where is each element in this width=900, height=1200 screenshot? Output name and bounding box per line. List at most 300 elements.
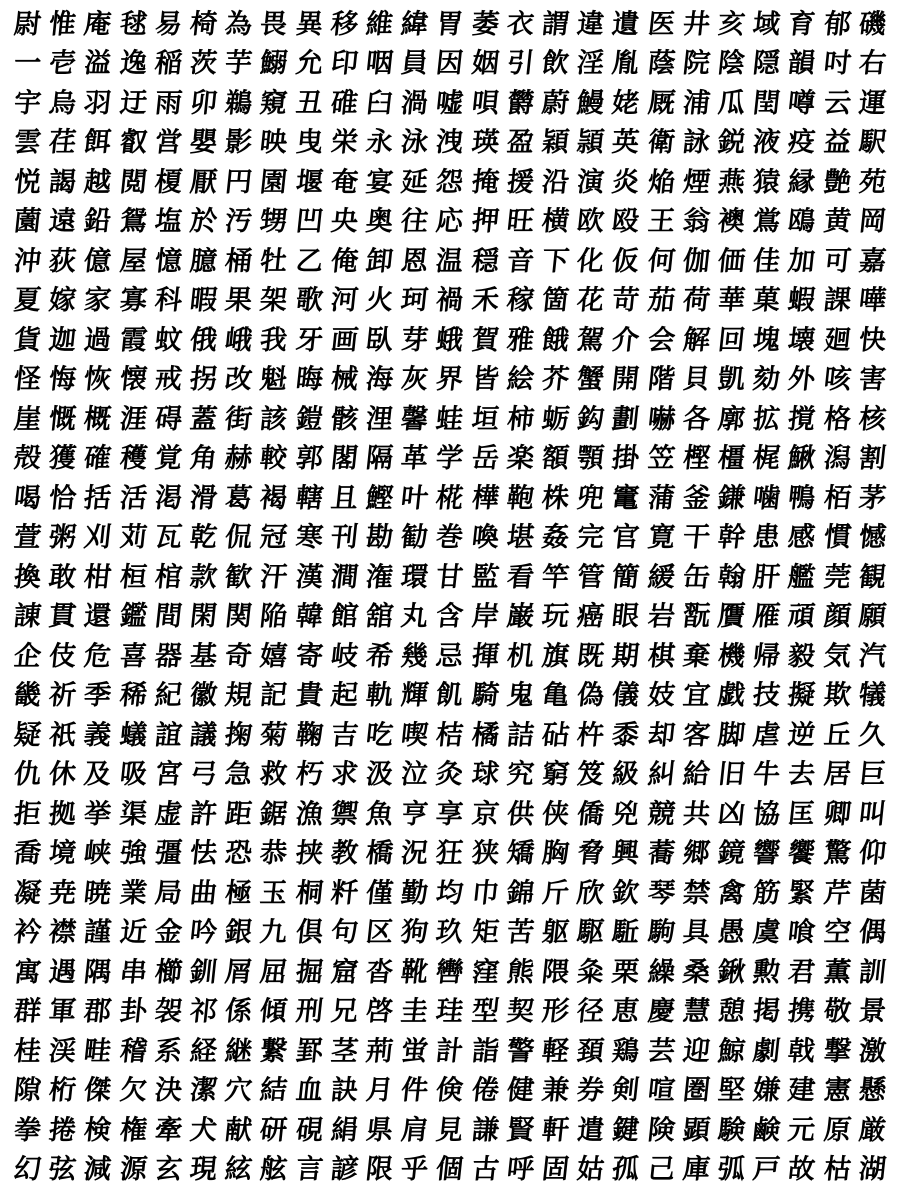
kanji-glyph: 栗 — [610, 956, 642, 988]
kanji-glyph: 街 — [223, 403, 254, 435]
kanji-glyph: 喬 — [12, 837, 43, 869]
kanji-glyph: 角 — [188, 442, 219, 474]
kanji-glyph: 科 — [153, 284, 184, 316]
kanji-glyph: 繋 — [258, 1035, 290, 1067]
kanji-glyph: 茄 — [646, 284, 677, 316]
kanji-glyph: 樫 — [681, 442, 712, 474]
kanji-glyph: 巻 — [434, 521, 466, 553]
kanji-glyph: 感 — [786, 521, 818, 553]
kanji-glyph: 王 — [646, 205, 677, 237]
kanji-glyph: 隈 — [540, 956, 571, 988]
kanji-glyph: 延 — [399, 166, 430, 198]
kanji-glyph: 褐 — [258, 482, 290, 514]
kanji-glyph: 過 — [82, 324, 114, 356]
kanji-glyph: 学 — [434, 442, 466, 474]
kanji-glyph: 拐 — [188, 363, 219, 395]
kanji-glyph: 虐 — [751, 719, 782, 751]
kanji-glyph: 泣 — [399, 758, 430, 790]
kanji-glyph: 敬 — [822, 995, 853, 1027]
kanji-glyph: 異 — [294, 8, 325, 40]
kanji-glyph: 院 — [681, 47, 712, 79]
kanji-glyph: 呼 — [505, 1153, 536, 1185]
glyph-row — [10, 162, 890, 202]
kanji-glyph: 茅 — [857, 482, 888, 514]
kanji-glyph: 研 — [258, 1114, 290, 1146]
glyph-row — [10, 44, 890, 84]
kanji-glyph: 戯 — [716, 679, 747, 711]
kanji-glyph: 澗 — [329, 561, 360, 593]
kanji-glyph: 会 — [646, 324, 677, 356]
kanji-glyph: 園 — [258, 166, 290, 198]
kanji-glyph: 袈 — [153, 995, 184, 1027]
kanji-glyph: 艦 — [786, 561, 818, 593]
kanji-glyph: 己 — [646, 1153, 677, 1185]
kanji-glyph: 姻 — [470, 47, 501, 79]
kanji-glyph: 芋 — [223, 47, 254, 79]
kanji-glyph: 遺 — [610, 8, 642, 40]
kanji-glyph: 且 — [329, 482, 360, 514]
kanji-glyph: 黍 — [610, 719, 642, 751]
kanji-glyph: 祇 — [47, 719, 78, 751]
kanji-glyph: 弧 — [716, 1153, 747, 1185]
kanji-glyph: 琴 — [646, 877, 677, 909]
kanji-glyph: 均 — [434, 877, 466, 909]
kanji-glyph: 浬 — [364, 403, 395, 435]
kanji-glyph: 禾 — [470, 284, 501, 316]
kanji-glyph: 恢 — [82, 363, 114, 395]
kanji-glyph: 桂 — [12, 1035, 43, 1067]
kanji-glyph: 協 — [751, 798, 782, 830]
kanji-glyph: 靴 — [399, 956, 430, 988]
kanji-glyph: 覚 — [153, 442, 184, 474]
kanji-glyph: 笠 — [646, 442, 677, 474]
kanji-glyph: 丸 — [399, 600, 430, 632]
kanji-glyph: 佳 — [751, 245, 782, 277]
kanji-glyph: 型 — [470, 995, 501, 1027]
kanji-glyph: 経 — [188, 1035, 219, 1067]
kanji-glyph: 云 — [822, 87, 853, 119]
kanji-glyph: 記 — [258, 679, 290, 711]
kanji-glyph: 近 — [118, 916, 149, 948]
kanji-glyph: 係 — [223, 995, 254, 1027]
kanji-glyph: 荷 — [681, 284, 712, 316]
kanji-glyph: 休 — [47, 758, 78, 790]
kanji-glyph: 恵 — [610, 995, 642, 1027]
kanji-glyph: 渦 — [399, 87, 430, 119]
kanji-glyph: 榎 — [153, 166, 184, 198]
kanji-glyph: 凶 — [716, 798, 747, 830]
kanji-glyph: 距 — [223, 798, 254, 830]
kanji-glyph: 我 — [258, 324, 290, 356]
kanji-glyph: 庵 — [82, 8, 114, 40]
kanji-glyph: 荏 — [47, 126, 78, 158]
kanji-glyph: 迂 — [118, 87, 149, 119]
kanji-glyph: 局 — [153, 877, 184, 909]
kanji-glyph: 険 — [646, 1114, 677, 1146]
kanji-glyph: 映 — [258, 126, 290, 158]
kanji-glyph: 可 — [822, 245, 853, 277]
kanji-glyph: 柿 — [505, 403, 536, 435]
kanji-glyph: 薫 — [822, 956, 853, 988]
kanji-glyph: 款 — [188, 561, 219, 593]
kanji-glyph: 乎 — [399, 1153, 430, 1185]
kanji-glyph: 俺 — [329, 245, 360, 277]
kanji-glyph: 景 — [857, 995, 888, 1027]
kanji-glyph: 鶏 — [610, 1035, 642, 1067]
kanji-glyph: 郁 — [822, 8, 853, 40]
kanji-glyph: 倶 — [294, 916, 325, 948]
kanji-glyph: 矯 — [505, 837, 536, 869]
kanji-glyph: 臥 — [364, 324, 395, 356]
kanji-glyph: 慨 — [47, 403, 78, 435]
kanji-glyph: 壊 — [786, 324, 818, 356]
kanji-glyph: 飲 — [540, 47, 571, 79]
kanji-glyph: 閑 — [188, 600, 219, 632]
kanji-glyph: 舷 — [258, 1153, 290, 1185]
kanji-glyph: 鴎 — [786, 205, 818, 237]
kanji-glyph: 閏 — [751, 87, 782, 119]
kanji-glyph: 窺 — [258, 87, 290, 119]
kanji-glyph: 倦 — [470, 1074, 501, 1106]
kanji-glyph: 諺 — [329, 1153, 360, 1185]
kanji-glyph: 焔 — [646, 166, 677, 198]
kanji-glyph: 謙 — [470, 1114, 501, 1146]
kanji-glyph: 撹 — [786, 403, 818, 435]
kanji-glyph: 桔 — [434, 719, 466, 751]
kanji-glyph: 苦 — [505, 916, 536, 948]
kanji-glyph: 窮 — [540, 758, 571, 790]
kanji-glyph: 虚 — [153, 798, 184, 830]
kanji-glyph: 壱 — [47, 47, 78, 79]
kanji-glyph: 久 — [857, 719, 888, 751]
kanji-glyph: 垣 — [470, 403, 501, 435]
kanji-glyph: 柑 — [82, 561, 114, 593]
kanji-glyph: 寄 — [294, 640, 325, 672]
kanji-glyph: 吃 — [364, 719, 395, 751]
kanji-glyph: 犠 — [857, 679, 888, 711]
kanji-glyph: 伎 — [47, 640, 78, 672]
kanji-glyph: 尭 — [47, 877, 78, 909]
kanji-glyph: 潅 — [364, 561, 395, 593]
kanji-glyph: 饗 — [786, 837, 818, 869]
kanji-glyph: 凱 — [716, 363, 747, 395]
kanji-glyph: 卸 — [364, 245, 395, 277]
kanji-glyph: 橿 — [716, 442, 747, 474]
kanji-glyph: 肩 — [399, 1114, 430, 1146]
kanji-glyph: 戒 — [153, 363, 184, 395]
kanji-glyph: 嬰 — [188, 126, 219, 158]
kanji-glyph: 疫 — [786, 126, 818, 158]
kanji-glyph: 灸 — [434, 758, 466, 790]
kanji-glyph: 下 — [540, 245, 571, 277]
kanji-glyph: 憶 — [153, 245, 184, 277]
kanji-glyph: 迎 — [681, 1035, 712, 1067]
glyph-row — [10, 478, 890, 518]
glyph-row — [10, 952, 890, 992]
kanji-glyph: 棋 — [646, 640, 677, 672]
kanji-glyph: 液 — [751, 126, 782, 158]
kanji-glyph: 吸 — [118, 758, 149, 790]
kanji-glyph: 右 — [857, 47, 888, 79]
kanji-glyph: 刑 — [294, 995, 325, 1027]
kanji-glyph: 筋 — [751, 877, 782, 909]
kanji-glyph: 願 — [857, 600, 888, 632]
kanji-glyph: 眼 — [610, 600, 642, 632]
kanji-glyph: 訓 — [857, 956, 888, 988]
kanji-glyph: 獲 — [47, 442, 78, 474]
kanji-glyph: 仰 — [857, 837, 888, 869]
kanji-glyph: 健 — [505, 1074, 536, 1106]
kanji-glyph: 外 — [786, 363, 818, 395]
kanji-glyph: 金 — [153, 916, 184, 948]
kanji-glyph: 釧 — [188, 956, 219, 988]
glyph-row — [10, 1110, 890, 1150]
kanji-glyph: 規 — [223, 679, 254, 711]
kanji-glyph: 確 — [82, 442, 114, 474]
kanji-glyph: 餌 — [82, 126, 114, 158]
kanji-glyph: 穎 — [540, 126, 571, 158]
kanji-glyph: 額 — [540, 442, 571, 474]
kanji-glyph: 溢 — [82, 47, 114, 79]
kanji-glyph: 暁 — [82, 877, 114, 909]
kanji-glyph: 肝 — [751, 561, 782, 593]
kanji-glyph: 啓 — [364, 995, 395, 1027]
kanji-glyph: 岐 — [329, 640, 360, 672]
kanji-glyph: 区 — [364, 916, 395, 948]
kanji-glyph: 峨 — [223, 324, 254, 356]
kanji-glyph: 涯 — [118, 403, 149, 435]
kanji-glyph: 砧 — [540, 719, 571, 751]
kanji-glyph: 喧 — [646, 1074, 677, 1106]
kanji-glyph: 棺 — [153, 561, 184, 593]
kanji-glyph: 居 — [822, 758, 853, 790]
kanji-glyph: 具 — [681, 916, 712, 948]
kanji-glyph: 強 — [118, 837, 149, 869]
kanji-glyph: 革 — [399, 442, 430, 474]
kanji-glyph: 玉 — [258, 877, 290, 909]
glyph-row — [10, 755, 890, 795]
kanji-glyph: 僑 — [575, 798, 606, 830]
kanji-glyph: 激 — [857, 1035, 888, 1067]
kanji-glyph: 灰 — [399, 363, 430, 395]
kanji-glyph: 亨 — [399, 798, 430, 830]
kanji-glyph: 漢 — [294, 561, 325, 593]
kanji-glyph: 継 — [223, 1035, 254, 1067]
kanji-glyph: 鋸 — [258, 798, 290, 830]
kanji-glyph: 沿 — [540, 166, 571, 198]
kanji-glyph: 蔚 — [540, 87, 571, 119]
kanji-glyph: 硯 — [294, 1114, 325, 1146]
kanji-glyph: 緊 — [786, 877, 818, 909]
kanji-glyph: 級 — [610, 758, 642, 790]
kanji-glyph: 業 — [118, 877, 149, 909]
kanji-glyph: 燕 — [716, 166, 747, 198]
kanji-glyph: 駈 — [610, 916, 642, 948]
kanji-glyph: 穫 — [118, 442, 149, 474]
kanji-glyph: 狭 — [470, 837, 501, 869]
kanji-glyph: 割 — [857, 442, 888, 474]
glyph-row — [10, 1150, 890, 1190]
kanji-glyph: 去 — [786, 758, 818, 790]
kanji-glyph: 越 — [82, 166, 114, 198]
kanji-glyph: 竃 — [610, 482, 642, 514]
kanji-glyph: 駒 — [646, 916, 677, 948]
kanji-glyph: 漁 — [294, 798, 325, 830]
kanji-glyph: 傑 — [82, 1074, 114, 1106]
kanji-glyph: 郡 — [82, 995, 114, 1027]
kanji-glyph: 稀 — [118, 679, 149, 711]
kanji-glyph: 穏 — [470, 245, 501, 277]
kanji-glyph: 謁 — [47, 166, 78, 198]
kanji-glyph: 結 — [258, 1074, 290, 1106]
kanji-glyph: 警 — [505, 1035, 536, 1067]
kanji-glyph: 官 — [610, 521, 642, 553]
kanji-glyph: 救 — [258, 758, 290, 790]
kanji-glyph: 宮 — [153, 758, 184, 790]
kanji-glyph: 吟 — [188, 916, 219, 948]
kanji-glyph: 喚 — [470, 521, 501, 553]
kanji-glyph: 原 — [822, 1114, 853, 1146]
kanji-glyph: 縁 — [786, 166, 818, 198]
kanji-glyph: 潟 — [822, 442, 853, 474]
kanji-glyph: 欧 — [575, 205, 606, 237]
kanji-glyph: 庫 — [681, 1153, 712, 1185]
kanji-glyph: 慧 — [681, 995, 712, 1027]
kanji-glyph: 鵜 — [223, 87, 254, 119]
kanji-glyph: 血 — [294, 1074, 325, 1106]
kanji-glyph: 雁 — [751, 600, 782, 632]
kanji-glyph: 叫 — [857, 798, 888, 830]
kanji-glyph: 皆 — [470, 363, 501, 395]
kanji-glyph: 堪 — [505, 521, 536, 553]
kanji-glyph: 固 — [540, 1153, 571, 1185]
kanji-glyph: 育 — [786, 8, 818, 40]
kanji-glyph: 夏 — [12, 284, 43, 316]
kanji-glyph: 厳 — [857, 1114, 888, 1146]
kanji-glyph: 径 — [575, 995, 606, 1027]
kanji-glyph: 狗 — [399, 916, 430, 948]
kanji-glyph: 起 — [329, 679, 360, 711]
kanji-glyph: 廓 — [716, 403, 747, 435]
kanji-glyph: 巨 — [857, 758, 888, 790]
kanji-glyph: 華 — [716, 284, 747, 316]
kanji-glyph: 鏡 — [716, 837, 747, 869]
kanji-glyph: 鰯 — [258, 47, 290, 79]
kanji-glyph: 瓜 — [716, 87, 747, 119]
kanji-glyph: 鰍 — [786, 442, 818, 474]
kanji-glyph: 仇 — [12, 758, 43, 790]
kanji-glyph: 唄 — [470, 87, 501, 119]
kanji-glyph: 謂 — [540, 8, 571, 40]
kanji-glyph: 権 — [118, 1114, 149, 1146]
kanji-glyph: 億 — [82, 245, 114, 277]
kanji-glyph: 滑 — [188, 482, 219, 514]
kanji-glyph: 移 — [329, 8, 360, 40]
kanji-glyph: 騎 — [470, 679, 501, 711]
kanji-glyph: 稽 — [118, 1035, 149, 1067]
kanji-glyph: 慣 — [822, 521, 853, 553]
kanji-glyph: 机 — [505, 640, 536, 672]
kanji-glyph: 軍 — [47, 995, 78, 1027]
kanji-glyph: 胸 — [540, 837, 571, 869]
kanji-glyph: 串 — [118, 956, 149, 988]
kanji-glyph: 衣 — [505, 8, 536, 40]
kanji-glyph: 見 — [434, 1114, 466, 1146]
kanji-glyph: 奇 — [223, 640, 254, 672]
kanji-glyph: 印 — [329, 47, 360, 79]
kanji-glyph: 敢 — [47, 561, 78, 593]
kanji-glyph: 喝 — [12, 482, 43, 514]
kanji-glyph: 捲 — [47, 1114, 78, 1146]
kanji-glyph: 芸 — [646, 1035, 677, 1067]
kanji-glyph: 計 — [434, 1035, 466, 1067]
kanji-glyph: 蔭 — [646, 47, 677, 79]
kanji-glyph: 営 — [153, 126, 184, 158]
kanji-glyph: 境 — [47, 837, 78, 869]
kanji-glyph: 禍 — [434, 284, 466, 316]
kanji-glyph: 界 — [434, 363, 466, 395]
glyph-row — [10, 834, 890, 874]
kanji-glyph: 荻 — [47, 245, 78, 277]
kanji-glyph: 完 — [575, 521, 606, 553]
kanji-glyph: 建 — [786, 1074, 818, 1106]
kanji-glyph: 源 — [118, 1153, 149, 1185]
kanji-glyph: 駅 — [857, 126, 888, 158]
kanji-glyph: 匡 — [786, 798, 818, 830]
kanji-glyph: 押 — [470, 205, 501, 237]
kanji-glyph: 恰 — [47, 482, 78, 514]
kanji-glyph: 葛 — [223, 482, 254, 514]
kanji-glyph: 栢 — [822, 482, 853, 514]
kanji-glyph: 狂 — [434, 837, 466, 869]
kanji-glyph: 器 — [153, 640, 184, 672]
kanji-glyph: 禁 — [681, 877, 712, 909]
kanji-glyph: 冠 — [258, 521, 290, 553]
kanji-glyph: 鍵 — [610, 1114, 642, 1146]
kanji-glyph: 霞 — [118, 324, 149, 356]
kanji-glyph: 迦 — [47, 324, 78, 356]
kanji-glyph: 憩 — [716, 995, 747, 1027]
kanji-glyph: 鰹 — [364, 482, 395, 514]
kanji-glyph: 兇 — [610, 798, 642, 830]
kanji-glyph: 逸 — [118, 47, 149, 79]
kanji-glyph: 間 — [153, 600, 184, 632]
kanji-glyph: 杵 — [575, 719, 606, 751]
kanji-glyph: 械 — [329, 363, 360, 395]
kanji-glyph: 競 — [646, 798, 677, 830]
kanji-glyph: 瓦 — [153, 521, 184, 553]
kanji-glyph: 丘 — [822, 719, 853, 751]
kanji-glyph: 減 — [82, 1153, 114, 1185]
kanji-glyph: 解 — [681, 324, 712, 356]
kanji-glyph: 寡 — [118, 284, 149, 316]
kanji-glyph: 憲 — [822, 1074, 853, 1106]
kanji-glyph: 飢 — [434, 679, 466, 711]
kanji-glyph: 躯 — [540, 916, 571, 948]
kanji-glyph: 歓 — [223, 561, 254, 593]
kanji-glyph: 懸 — [857, 1074, 888, 1106]
kanji-glyph: 浦 — [681, 87, 712, 119]
kanji-glyph: 蛙 — [434, 403, 466, 435]
kanji-glyph: 陥 — [258, 600, 290, 632]
kanji-glyph: 頑 — [786, 600, 818, 632]
kanji-glyph: 菓 — [751, 284, 782, 316]
kanji-glyph: 弦 — [47, 1153, 78, 1185]
kanji-glyph: 企 — [12, 640, 43, 672]
kanji-glyph: 矩 — [470, 916, 501, 948]
kanji-glyph: 叶 — [399, 482, 430, 514]
kanji-glyph: 換 — [12, 561, 43, 593]
